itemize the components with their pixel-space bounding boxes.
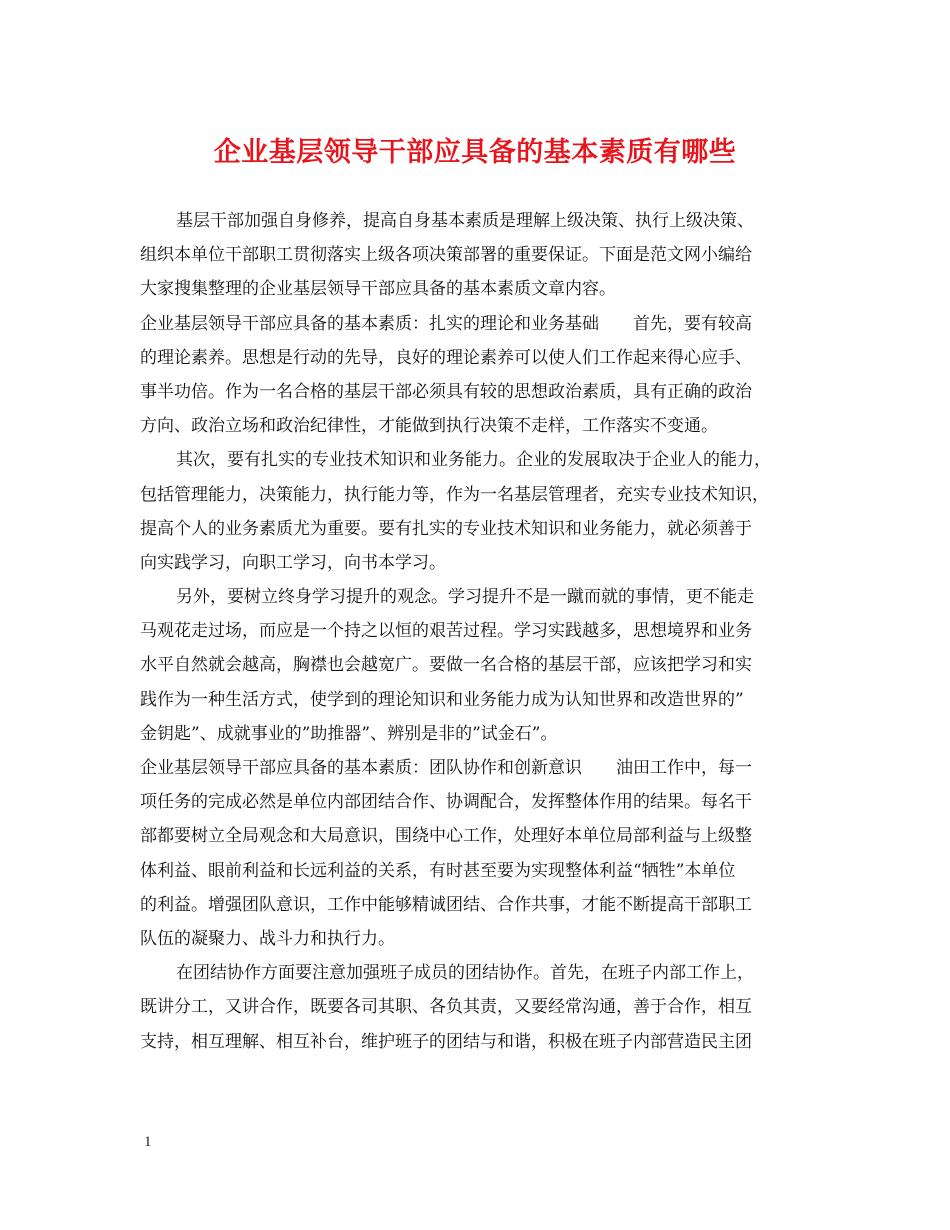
text-line: 水平自然就会越高，胸襟也会越宽广。要做一名合格的基层干部，应该把学习和实 xyxy=(140,655,752,676)
text-line: 的理论素养。思想是行动的先导，良好的理论素养可以使人们工作起来得心应手、 xyxy=(140,347,752,368)
text-line: 体利益、眼前利益和长远利益的关系，有时甚至要为实现整体利益“牺牲”本单位 xyxy=(140,860,736,881)
section-heading-line: 企业基层领导干部应具备的基本素质：团队协作和创新意识 油田工作中，每一 xyxy=(140,758,752,778)
text-line: 马观花走过场，而应是一个持之以恒的艰苦过程。学习实践越多，思想境界和业务 xyxy=(140,621,752,642)
text-line: 向实践学习，向职工学习，向书本学习。 xyxy=(140,552,446,573)
text-line: 其次，要有扎实的专业技术知识和业务能力。企业的发展取决于企业人的能力， xyxy=(176,450,771,471)
text-line: 事半功倍。作为一名合格的基层干部必须具有较的思想政治素质，具有正确的政治 xyxy=(140,381,752,402)
text-line: 在团结协作方面要注意加强班子成员的团结协作。首先，在班子内部工作上， xyxy=(176,963,754,984)
text-line: 大家搜集整理的企业基层领导干部应具备的基本素质文章内容。 xyxy=(140,279,616,300)
text-line: 金钥匙”、成就事业的”助推器”、辨别是非的”试金石”。 xyxy=(140,723,558,744)
text-line: 的利益。增强团队意识，工作中能够精诚团结、合作共事，才能不断提高干部职工 xyxy=(140,894,752,915)
text-line: 队伍的凝聚力、战斗力和执行力。 xyxy=(140,928,395,949)
text-line: 方向、政治立场和政治纪律性，才能做到执行决策不走样，工作落实不变通。 xyxy=(140,416,718,437)
text-line: 组织本单位干部职工贯彻落实上级各项决策部署的重要保证。下面是范文网小编给 xyxy=(140,245,752,266)
text-line: 基层干部加强自身修养，提高自身基本素质是理解上级决策、执行上级决策、 xyxy=(176,211,754,231)
section-heading-line: 企业基层领导干部应具备的基本素质：扎实的理论和业务基础 首先，要有较高 xyxy=(140,313,752,334)
text-line: 部都要树立全局观念和大局意识，围绕中心工作，处理好本单位局部利益与上级整 xyxy=(140,826,752,847)
document-title: 企业基层领导干部应具备的基本素质有哪些 xyxy=(213,137,737,168)
text-line: 既讲分工，又讲合作，既要各司其职、各负其责，又要经常沟通，善于合作，相互 xyxy=(140,997,752,1018)
text-line: 提高个人的业务素质尤为重要。要有扎实的专业技术知识和业务能力，就必须善于 xyxy=(140,518,752,539)
page-number: 1 xyxy=(144,1134,152,1150)
text-line: 另外，要树立终身学习提升的观念。学习提升不是一蹴而就的事情，更不能走 xyxy=(176,587,754,608)
text-line: 支持，相互理解、相互补台，维护班子的团结与和谐，积极在班子内部营造民主团 xyxy=(140,1031,752,1052)
text-line: 践作为一种生活方式，使学到的理论知识和业务能力成为认知世界和改造世界的” xyxy=(140,689,744,710)
document-body xyxy=(140,204,820,1059)
text-line: 项任务的完成必然是单位内部团结合作、协调配合，发挥整体作用的结果。每名干 xyxy=(140,792,752,813)
text-line: 包括管理能力，决策能力，执行能力等，作为一名基层管理者，充实专业技术知识， xyxy=(140,484,769,505)
